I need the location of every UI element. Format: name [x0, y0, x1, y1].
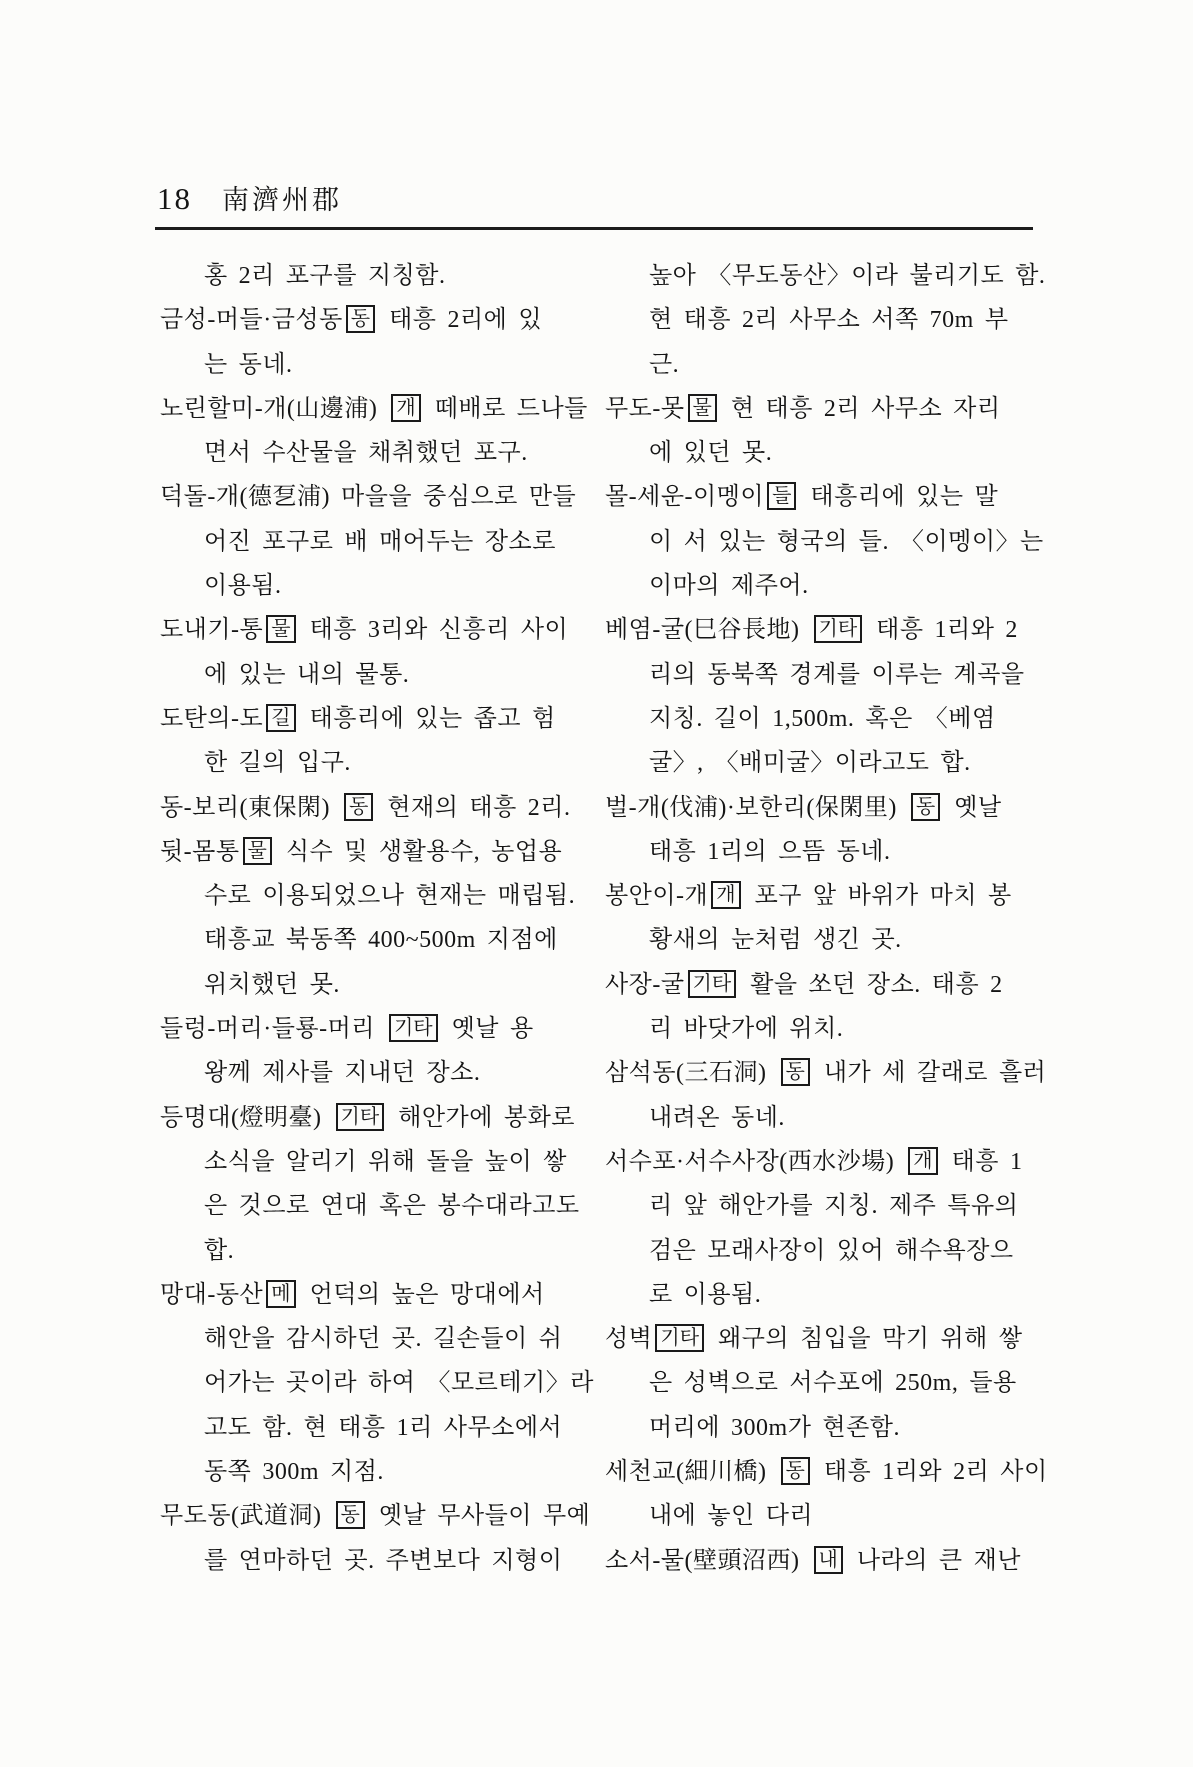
text-line: 소식을 알리기 위해 돌을 높이 쌓 — [204, 1148, 567, 1175]
text-line: 현 태흥 2리 사무소 서쪽 70m 부 — [649, 307, 1009, 334]
text-line: 무도동(武道洞) 동 옛날 무사들이 무예 — [160, 1503, 591, 1530]
category-tag: 들 — [767, 482, 796, 510]
text-line: 무도-못 물 현 태흥 2리 사무소 자리 — [605, 395, 1001, 422]
text-line: 태흥교 북동쪽 400~500m 지점에 — [204, 927, 558, 954]
text-line: 도내기-통 물 태흥 3리와 신흥리 사이 — [160, 617, 569, 644]
text-line: 들렁-머리·들룡-머리 기타 옛날 용 — [160, 1016, 534, 1043]
text-line: 에 있던 못. — [649, 440, 773, 467]
category-tag: 물 — [688, 394, 717, 422]
text-line: 동쪽 300m 지점. — [204, 1459, 384, 1486]
text-line: 고도 함. 현 태흥 1리 사무소에서 — [204, 1414, 563, 1441]
header-rule — [155, 227, 1033, 230]
category-tag: 동 — [344, 793, 373, 821]
text-line: 베염-굴(巳谷長地) 기타 태흥 1리와 2 — [605, 617, 1018, 644]
text-line: 검은 모래사장이 있어 해수욕장으 — [649, 1237, 1014, 1264]
category-tag: 개 — [711, 881, 740, 909]
text-line: 는 동네. — [204, 351, 293, 378]
text-line: 리의 동북쪽 경계를 이루는 계곡을 — [649, 661, 1025, 688]
category-tag: 동 — [911, 793, 940, 821]
category-tag: 물 — [266, 615, 295, 643]
text-line: 한 길의 입구. — [204, 750, 351, 777]
text-line: 지칭. 길이 1,500m. 혹은 〈베염 — [649, 705, 996, 732]
category-tag: 개 — [391, 394, 420, 422]
text-line: 내에 놓인 다리 — [649, 1503, 814, 1530]
text-line: 어진 포구로 배 매어두는 장소로 — [204, 528, 556, 555]
text-line: 이마의 제주어. — [649, 573, 809, 600]
text-line: 봉안이-개 개 포구 앞 바위가 마치 봉 — [605, 883, 1012, 910]
category-tag: 동 — [336, 1501, 365, 1529]
category-tag: 기타 — [655, 1324, 704, 1352]
text-line: 태흥 1리의 으뜸 동네. — [649, 838, 891, 865]
text-line: 황새의 눈처럼 생긴 곳. — [649, 927, 902, 954]
text-line: 이용됨. — [204, 573, 282, 600]
text-line: 사장-굴 기타 활을 쏘던 장소. 태흥 2 — [605, 971, 1003, 998]
text-line: 세천교(細川橋) 동 태흥 1리와 2리 사이 — [605, 1459, 1048, 1486]
text-line: 내려온 동네. — [649, 1104, 785, 1131]
text-line: 망대-동산 메 언덕의 높은 망대에서 — [160, 1281, 545, 1308]
text-line: 동-보리(東保閑) 동 현재의 태흥 2리. — [160, 794, 571, 821]
text-line: 뒷-몸통 물 식수 및 생활용수, 농업용 — [160, 838, 563, 865]
text-line: 에 있는 내의 물통. — [204, 661, 410, 688]
page-header — [157, 178, 1035, 217]
category-tag: 기타 — [336, 1103, 385, 1131]
category-tag: 내 — [814, 1546, 843, 1574]
text-line: 머리에 300m가 현존함. — [649, 1414, 900, 1441]
text-line: 등명대(燈明臺) 기타 해안가에 봉화로 — [160, 1104, 575, 1131]
text-line: 도탄의-도 길 태흥리에 있는 좁고 험 — [160, 705, 556, 732]
text-line: 삼석동(三石洞) 동 내가 세 갈래로 흘러 — [605, 1060, 1047, 1087]
text-line: 금성-머들·금성동 동 태흥 2리에 있 — [160, 307, 543, 334]
text-line: 노린할미-개(山邊浦) 개 떼배로 드나들 — [160, 395, 588, 422]
right-column — [605, 254, 1048, 1583]
text-line: 어가는 곳이라 하여 〈모르테기〉라 — [204, 1370, 594, 1397]
text-line: 왕께 제사를 지내던 장소. — [204, 1060, 481, 1087]
text-line: 벌-개(伐浦)·보한리(保閑里) 동 옛날 — [605, 794, 1002, 821]
category-tag: 동 — [781, 1058, 810, 1086]
text-line: 로 이용됨. — [649, 1281, 762, 1308]
text-line: 를 연마하던 곳. 주변보다 지형이 — [204, 1547, 563, 1574]
text-line: 해안을 감시하던 곳. 길손들이 쉬 — [204, 1326, 563, 1353]
text-line: 소서-물(壁頭沼西) 내 나라의 큰 재난 — [605, 1547, 1021, 1574]
category-tag: 메 — [266, 1280, 295, 1308]
text-line: 성벽 기타 왜구의 침입을 막기 위해 쌓 — [605, 1326, 1023, 1353]
text-columns — [160, 254, 1048, 1583]
county-title: 南濟州郡 — [222, 185, 342, 215]
text-line: 서수포·서수사장(西水沙場) 개 태흥 1 — [605, 1148, 1023, 1175]
text-line: 합. — [204, 1237, 235, 1264]
text-line: 위치했던 못. — [204, 971, 340, 998]
text-line: 이 서 있는 형국의 들. 〈이멩이〉는 — [649, 528, 1044, 555]
text-line: 덕돌-개(德乭浦) 마을을 중심으로 만들 — [160, 484, 577, 511]
text-line: 굴〉, 〈배미굴〉이라고도 합. — [649, 750, 971, 777]
text-line: 리 앞 해안가를 지칭. 제주 특유의 — [649, 1193, 1019, 1220]
category-tag: 동 — [781, 1457, 810, 1485]
text-line: 수로 이용되었으나 현재는 매립됨. — [204, 883, 576, 910]
text-line: 근. — [649, 351, 680, 378]
category-tag: 기타 — [814, 615, 863, 643]
left-column — [160, 254, 594, 1583]
category-tag: 길 — [266, 704, 295, 732]
text-line: 리 바닷가에 위치. — [649, 1016, 844, 1043]
text-line: 은 것으로 연대 혹은 봉수대라고도 — [204, 1193, 580, 1220]
category-tag: 물 — [243, 837, 272, 865]
category-tag: 개 — [908, 1147, 937, 1175]
text-line: 홍 2리 포구를 지칭함. — [204, 263, 446, 289]
category-tag: 동 — [346, 305, 375, 333]
category-tag: 기타 — [688, 970, 737, 998]
text-line: 면서 수산물을 채취했던 포구. — [204, 440, 528, 467]
text-line: 높아 〈무도동산〉이라 불리기도 함. — [649, 263, 1046, 289]
text-line: 은 성벽으로 서수포에 250m, 들용 — [649, 1370, 1017, 1397]
page-number: 18 — [157, 181, 192, 216]
text-line: 몰-세운-이멩이 들 태흥리에 있는 말 — [605, 484, 999, 511]
category-tag: 기타 — [389, 1014, 438, 1042]
